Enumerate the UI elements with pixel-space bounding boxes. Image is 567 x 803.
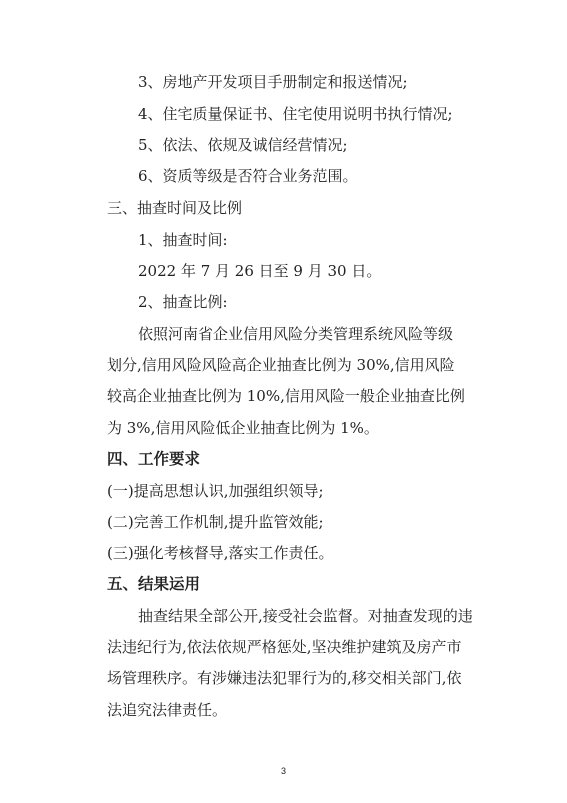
paragraph-line: 场管理秩序。有涉嫌违法犯罪行为的,移交相关部门,依 xyxy=(107,669,462,687)
subheading: 1、抽查时间: xyxy=(138,231,228,249)
subheading: 2、抽查比例: xyxy=(138,293,228,311)
paragraph-line: 2022 年 7 月 26 日至 9 月 30 日。 xyxy=(138,262,382,280)
section-heading: 三、抽查时间及比例 xyxy=(107,199,243,217)
paragraph-line: 法追究法律责任。 xyxy=(107,701,228,719)
list-item: 6、资质等级是否符合业务范围。 xyxy=(138,167,358,185)
paragraph-line: 法违纪行为,依法依规严格惩处,坚决维护建筑及房产市 xyxy=(107,638,462,656)
page-number: 3 xyxy=(280,766,286,776)
section-heading: 五、结果运用 xyxy=(107,575,201,593)
paragraph-line: 划分,信用风险风险高企业抽查比例为 30%,信用风险 xyxy=(107,356,455,374)
list-item: 4、住宅质量保证书、住宅使用说明书执行情况; xyxy=(138,105,453,123)
paragraph-line: 为 3%,信用风险低企业抽查比例为 1%。 xyxy=(107,419,379,437)
section-heading: 四、工作要求 xyxy=(107,450,201,468)
list-item: 5、依法、依规及诚信经营情况; xyxy=(138,136,348,154)
paragraph-line: 抽查结果全部公开,接受社会监督。对抽查发现的违 xyxy=(138,607,473,625)
list-item: 3、房地产开发项目手册制定和报送情况; xyxy=(138,73,408,91)
list-item: (三)强化考核督导,落实工作责任。 xyxy=(107,544,334,562)
paragraph-line: 依照河南省企业信用风险分类管理系统风险等级 xyxy=(138,325,454,343)
list-item: (一)提高思想认识,加强组织领导; xyxy=(107,482,324,500)
list-item: (二)完善工作机制,提升监管效能; xyxy=(107,513,324,531)
paragraph-line: 较高企业抽查比例为 10%,信用风险一般企业抽查比例 xyxy=(107,387,465,405)
